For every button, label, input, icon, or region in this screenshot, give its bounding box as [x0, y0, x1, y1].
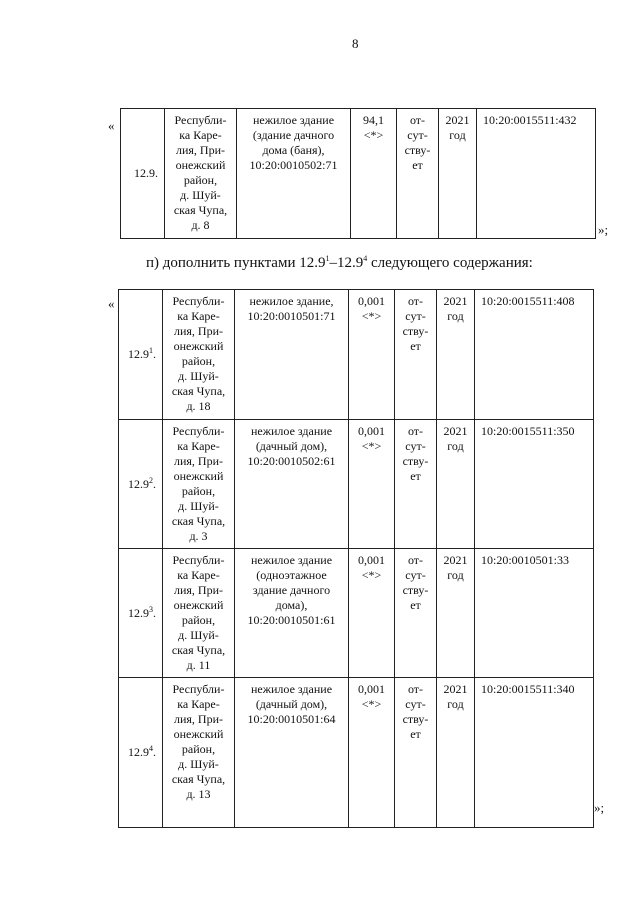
absent-line: сут- — [407, 128, 428, 142]
address-line: онежский — [173, 469, 224, 483]
address-line: район, — [181, 613, 216, 627]
object-line: нежилое здание, — [249, 294, 334, 308]
object-line: здание дачного — [252, 583, 331, 597]
open-quote-2: « — [108, 296, 115, 311]
address-line: ка Каре- — [179, 128, 222, 142]
address-line: д. Шуй- — [180, 188, 221, 202]
address-cell — [165, 109, 237, 239]
absent-line: от- — [409, 113, 426, 127]
object-line: 10:20:0010502:61 — [247, 454, 336, 468]
year-line: год — [447, 697, 464, 711]
address-line: лия, При- — [173, 324, 223, 338]
instruction-prefix: п) дополнить пунктами 12.9 — [146, 255, 326, 271]
object-line: (здание дачного — [252, 128, 335, 142]
table-row — [119, 549, 594, 678]
address-line: район, — [181, 484, 216, 498]
table-row — [119, 420, 594, 549]
address-line: д. 11 — [186, 658, 211, 672]
absent-line: от- — [407, 424, 424, 438]
absent-cell — [397, 109, 439, 239]
object-cell — [235, 678, 349, 828]
object-cell — [237, 109, 351, 239]
object-line: (дачный дом), — [255, 697, 328, 711]
address-line: д. Шуй- — [178, 499, 219, 513]
item-number-sup: 2 — [149, 475, 153, 485]
cadastre-cell: 10:20:0010501:33 — [475, 549, 594, 678]
absent-line: сут- — [405, 309, 426, 323]
table-row — [119, 678, 594, 828]
instruction-text — [146, 254, 533, 272]
address-line: онежский — [175, 158, 226, 172]
address-cell — [163, 678, 235, 828]
absent-line: ству- — [402, 712, 429, 726]
address-line: Республи- — [174, 113, 227, 127]
item-number-sup: 4 — [149, 744, 153, 753]
year-cell — [437, 549, 475, 678]
year-line: 2021 — [443, 553, 468, 567]
open-quote-1: « — [108, 118, 115, 133]
year-cell — [437, 678, 475, 828]
page-number: 8 — [352, 36, 359, 51]
area-cell — [349, 678, 395, 828]
absent-line: ет — [412, 158, 423, 172]
absent-line: от- — [407, 682, 424, 696]
instruction-suffix: следующего содержания: — [367, 255, 533, 271]
area-line: <*> — [363, 128, 384, 142]
absent-line: от- — [407, 553, 424, 567]
address-line: д. 13 — [186, 787, 211, 801]
area-cell — [351, 109, 397, 239]
absent-line: от- — [407, 294, 424, 308]
property-table-1 — [120, 108, 596, 239]
instruction-sup-from: 1 — [325, 254, 330, 263]
address-line: ка Каре- — [177, 568, 220, 582]
property-table-2 — [118, 289, 594, 828]
address-line: онежский — [173, 598, 224, 612]
area-line: <*> — [361, 568, 382, 582]
cadastre-cell: 10:20:0015511:340 — [475, 678, 594, 828]
absent-line: ет — [410, 727, 421, 741]
area-cell — [349, 549, 395, 678]
address-cell — [163, 420, 235, 549]
absent-line: ет — [410, 339, 421, 353]
absent-line: ет — [410, 598, 421, 612]
address-line: район, — [181, 354, 216, 368]
cadastre-cell: 10:20:0015511:408 — [475, 290, 594, 420]
area-line: 0,001 — [358, 553, 385, 567]
absent-cell — [395, 420, 437, 549]
object-cell — [235, 290, 349, 420]
address-line: онежский — [173, 727, 224, 741]
year-line: год — [447, 568, 464, 582]
item-number-cell: 12.9$^1$. — [119, 290, 163, 420]
absent-cell — [395, 549, 437, 678]
table-row — [121, 109, 596, 239]
absent-line: ству- — [402, 583, 429, 597]
absent-line: сут- — [405, 697, 426, 711]
instruction-sup-to: 4 — [363, 254, 368, 263]
object-line: нежилое здание — [250, 553, 333, 567]
object-line: нежилое здание — [250, 424, 333, 438]
absent-line: ству- — [404, 143, 431, 157]
address-line: ская Чупа, — [171, 772, 226, 786]
address-line: ская Чупа, — [173, 203, 228, 217]
year-cell — [439, 109, 477, 239]
close-semicolon-1: »; — [598, 222, 609, 237]
absent-line: ству- — [402, 454, 429, 468]
item-number-cell: 12.9$^4$. — [119, 678, 163, 828]
address-line: район, — [181, 742, 216, 756]
address-line: д. Шуй- — [178, 757, 219, 771]
address-line: Республи- — [172, 294, 225, 308]
item-number-cell: 12.9$^3$. — [119, 549, 163, 678]
address-line: д. Шуй- — [178, 369, 219, 383]
year-line: 2021 — [443, 682, 468, 696]
year-line: 2021 — [443, 424, 468, 438]
year-cell — [437, 290, 475, 420]
address-line: лия, При- — [173, 712, 223, 726]
object-line: 10:20:0010502:71 — [249, 158, 338, 172]
object-cell — [235, 420, 349, 549]
address-cell — [163, 549, 235, 678]
object-line: дома), — [275, 598, 308, 612]
item-number-sup: 1 — [149, 346, 153, 355]
close-semicolon-2: »; — [594, 800, 605, 815]
address-line: Республи- — [172, 682, 225, 696]
table-row — [119, 290, 594, 420]
absent-line: ет — [410, 469, 421, 483]
object-line: дома (баня), — [262, 143, 325, 157]
object-line: (одноэтажное — [256, 568, 327, 582]
area-line: <*> — [361, 439, 382, 453]
absent-line: сут- — [405, 439, 426, 453]
address-line: лия, При- — [173, 454, 223, 468]
cadastre-cell: 10:20:0015511:432 — [477, 109, 596, 239]
year-line: год — [447, 439, 464, 453]
address-line: онежский — [173, 339, 224, 353]
area-line: <*> — [361, 309, 382, 323]
item-number-sup: 3 — [149, 604, 153, 614]
address-line: Республи- — [172, 553, 225, 567]
area-cell — [349, 290, 395, 420]
year-line: год — [449, 128, 466, 142]
address-line: район, — [183, 173, 218, 187]
object-cell — [235, 549, 349, 678]
address-line: лия, При- — [173, 583, 223, 597]
address-line: ская Чупа, — [171, 384, 226, 398]
year-line: год — [447, 309, 464, 323]
object-line: 10:20:0010501:64 — [247, 712, 336, 726]
item-number-cell: 12.9. — [121, 109, 165, 239]
address-cell — [163, 290, 235, 420]
address-line: д. 8 — [191, 218, 210, 232]
area-cell — [349, 420, 395, 549]
object-line: 10:20:0010501:61 — [247, 613, 336, 627]
object-line: нежилое здание — [252, 113, 335, 127]
instruction-range: –12.9 — [329, 255, 364, 271]
object-line: (дачный дом), — [255, 439, 328, 453]
address-line: ская Чупа, — [171, 514, 226, 528]
address-line: д. 18 — [186, 399, 211, 413]
object-line: 10:20:0010501:71 — [247, 309, 336, 323]
address-line: ская Чупа, — [171, 643, 226, 657]
address-line: д. Шуй- — [178, 628, 219, 642]
area-line: <*> — [361, 697, 382, 711]
address-line: ка Каре- — [177, 439, 220, 453]
address-line: д. 3 — [189, 529, 208, 543]
area-line: 0,001 — [358, 424, 385, 438]
absent-cell — [395, 290, 437, 420]
address-line: Республи- — [172, 424, 225, 438]
area-line: 0,001 — [358, 294, 385, 308]
year-line: 2021 — [445, 113, 470, 127]
year-line: 2021 — [443, 294, 468, 308]
item-number-cell: 12.9$^2$. — [119, 420, 163, 549]
area-line: 94,1 — [363, 113, 384, 127]
year-cell — [437, 420, 475, 549]
absent-line: сут- — [405, 568, 426, 582]
address-line: ка Каре- — [177, 697, 220, 711]
address-line: ка Каре- — [177, 309, 220, 323]
absent-line: ству- — [402, 324, 429, 338]
address-line: лия, При- — [175, 143, 225, 157]
cadastre-cell: 10:20:0015511:350 — [475, 420, 594, 549]
absent-cell — [395, 678, 437, 828]
area-line: 0,001 — [358, 682, 385, 696]
object-line: нежилое здание — [250, 682, 333, 696]
